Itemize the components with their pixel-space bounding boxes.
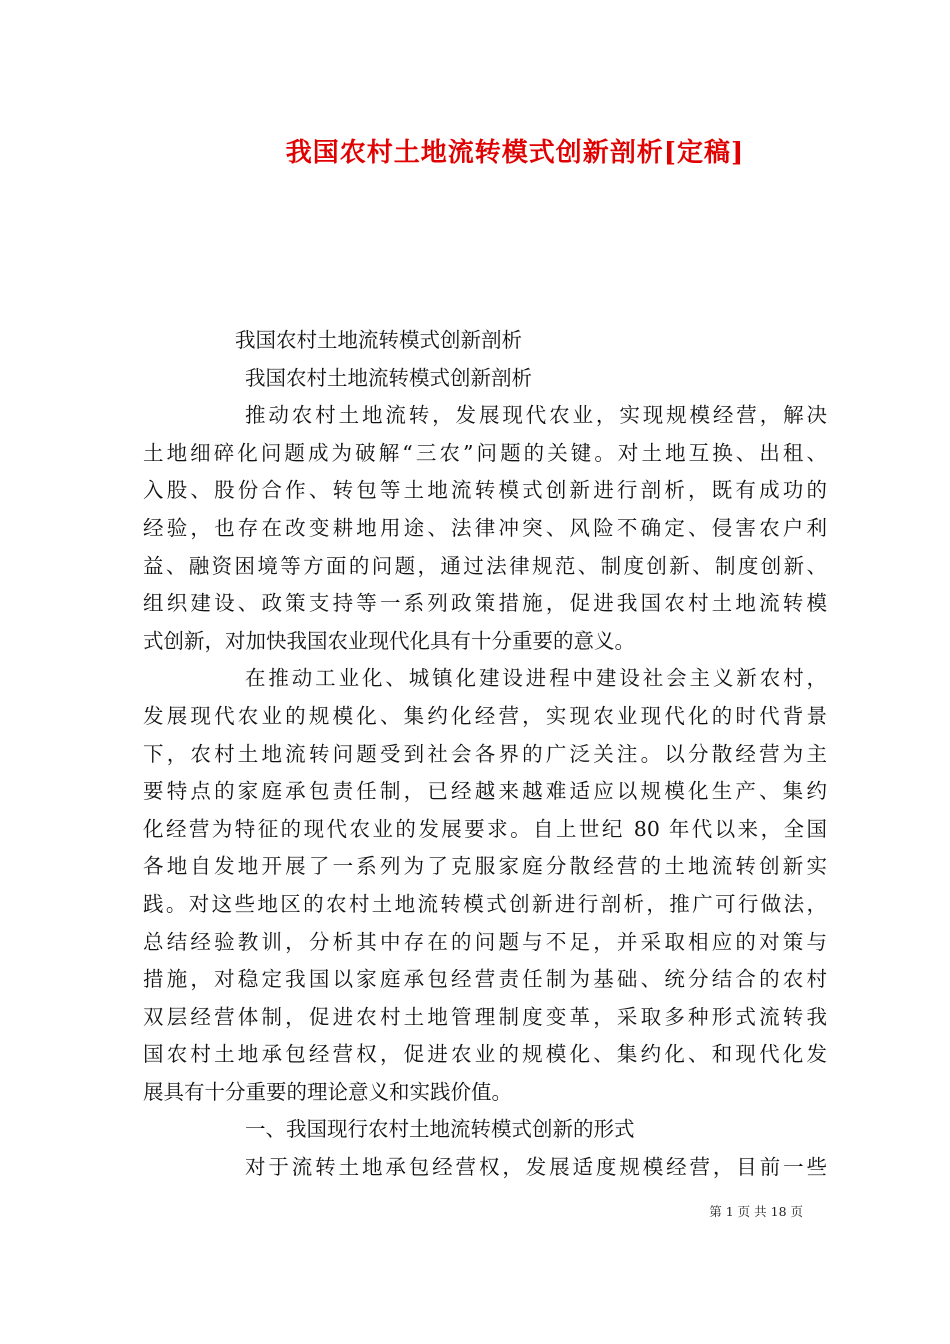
document-body	[143, 322, 827, 1187]
paragraph-line: 践。对这些地区的农村土地流转模式创新进行剖析，推广可行做法，	[143, 891, 827, 916]
paragraph-line: 各地自发地开展了一系列为了克服家庭分散经营的土地流转创新实	[143, 854, 827, 879]
section-heading: 一、我国现行农村土地流转模式创新的形式	[245, 1117, 635, 1142]
paragraph-line: 入股、股份合作、转包等土地流转模式创新进行剖析，既有成功的	[143, 478, 827, 503]
paragraph-line: 措施，对稳定我国以家庭承包经营责任制为基础、统分结合的农村	[143, 967, 827, 992]
paragraph-line: 化经营为特征的现代农业的发展要求。自上世纪 80 年代以来，全国	[143, 816, 827, 841]
paragraph-line: 益、融资困境等方面的问题，通过法律规范、制度创新、制度创新、	[143, 553, 827, 578]
paragraph-line: 对于流转土地承包经营权，发展适度规模经营，目前一些	[245, 1155, 827, 1180]
paragraph-line: 国农村土地承包经营权，促进农业的规模化、集约化、和现代化发	[143, 1042, 827, 1067]
paragraph-line: 组织建设、政策支持等一系列政策措施，促进我国农村土地流转模	[143, 591, 827, 616]
paragraph-line: 要特点的家庭承包责任制，已经越来越难适应以规模化生产、集约	[143, 779, 827, 804]
subtitle-2: 我国农村土地流转模式创新剖析	[245, 365, 532, 390]
paragraph-line: 推动农村土地流转，发展现代农业，实现规模经营，解决	[245, 403, 827, 428]
paragraph-line: 总结经验教训，分析其中存在的问题与不足，并采取相应的对策与	[143, 929, 827, 954]
paragraph-line: 式创新，对加快我国农业现代化具有十分重要的意义。	[143, 628, 635, 653]
page-number-footer: 第 1 页 共 18 页	[709, 1204, 803, 1219]
paragraph-line: 土地细碎化问题成为破解“三农”问题的关键。对土地互换、出租、	[143, 440, 827, 465]
paragraph-line: 发展现代农业的规模化、集约化经营，实现农业现代化的时代背景	[143, 703, 827, 728]
subtitle-1: 我国农村土地流转模式创新剖析	[235, 328, 522, 352]
document-title: 我国农村土地流转模式创新剖析[定稿]	[285, 138, 745, 168]
paragraph-line: 展具有十分重要的理论意义和实践价值。	[143, 1079, 512, 1104]
paragraph-line: 双层经营体制，促进农村土地管理制度变革，采取多种形式流转我	[143, 1004, 827, 1029]
paragraph-line: 下，农村土地流转问题受到社会各界的广泛关注。以分散经营为主	[143, 741, 827, 766]
paragraph-line: 经验，也存在改变耕地用途、法律冲突、风险不确定、侵害农户利	[143, 515, 827, 540]
paragraph-line: 在推动工业化、城镇化建设进程中建设社会主义新农村，	[245, 666, 827, 691]
